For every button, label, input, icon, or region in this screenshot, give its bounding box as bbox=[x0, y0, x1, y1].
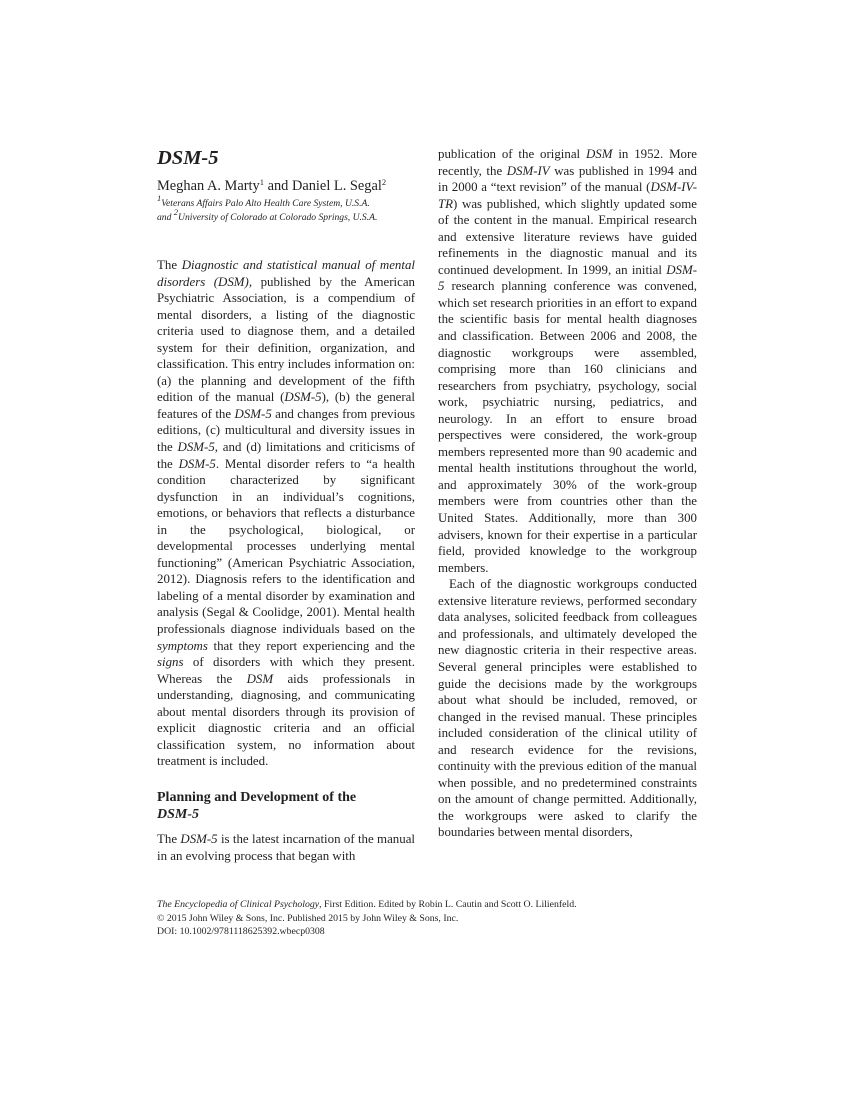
author-line bbox=[157, 177, 415, 195]
italic-run: DSM-IV bbox=[506, 163, 550, 178]
article-title: DSM-5 bbox=[157, 147, 219, 169]
affiliation-1-text: Veterans Affairs Palo Alto Health Care System, U.S.A. bbox=[161, 198, 370, 209]
footer-doi: DOI: 10.1002/9781118625392.wbecp0308 bbox=[157, 926, 325, 937]
heading-text: Planning and Development of the bbox=[157, 789, 357, 805]
italic-run: DSM-5 bbox=[180, 831, 218, 846]
affiliations bbox=[157, 193, 415, 224]
italic-run: DSM bbox=[585, 147, 613, 161]
text-run: ), (b) the general features of the bbox=[157, 390, 415, 421]
italic-run: signs bbox=[157, 655, 184, 670]
affiliation-2-text: University of Colorado at Colorado Springs, U.S.A. bbox=[178, 211, 378, 223]
italic-run: DSM bbox=[246, 671, 274, 686]
text-run: , published by the American Psychiatric Association, is a compendium of mental disorders, a listing of the diagnostic criteria used to diagnose them, and a detailed system for their definition, organization, and classification. This entry includes information on: (a) the planning and development of the fifth edition of the manual ( bbox=[157, 274, 415, 405]
italic-run: symptoms bbox=[157, 638, 208, 653]
left-column bbox=[157, 146, 415, 864]
text-run: aids professionals in understanding, diagnosing, and communicating about mental disorders through its provision of explicit diagnostic criteria and an official classification system, no information about treatment is included. bbox=[157, 671, 416, 769]
intro-paragraph bbox=[157, 257, 415, 770]
affiliation-1-superscript: 1 bbox=[157, 193, 162, 203]
text-run: . Mental disorder refers to “a health condition characterized by significant dysfunction in an individual’s cognitions, emotions, or behaviors that reflects a disturbance in the psychological, biological, or developmental processes underlying mental functioning” (American Psychiatric Association, 2012). Diagnosis refers to the identification and labeling of a mental disorder by examination and analysis (Segal & Coolidge, 2001). Mental health professionals diagnose individuals based on the bbox=[157, 456, 415, 637]
italic-run: DSM-5 bbox=[177, 440, 215, 455]
text-run: publication of the original bbox=[438, 147, 586, 161]
text-run: and changes from previous editions, (c) multicultural and diversity issues in the bbox=[157, 406, 415, 455]
affiliation-2-superscript: 2 bbox=[173, 206, 179, 217]
author-2: Daniel L. Segal bbox=[291, 178, 382, 194]
section-heading bbox=[157, 789, 415, 823]
edition-text: , First Edition. Edited by Robin L. Cautin and Scott O. Lilienfeld. bbox=[319, 899, 577, 910]
italic-run: DSM-5 bbox=[178, 456, 216, 471]
text-run: was published in 1994 and in 2000 a “text revision” of the manual ( bbox=[438, 163, 697, 195]
author-separator: and bbox=[263, 178, 292, 194]
workgroups-paragraph: Each of the diagnostic workgroups conducted extensive literature reviews, performed secondary data analyses, solicited feedback from colleagues and professionals, and ultimately developed the new diagnostic criteria in their respective areas. Several general principles were established to guide the decisions made by the workgroups about what should be included, removed, or changed in the revised manual. These principles included consideration of the clinical utility of and research evidence for the revisions, continuity with the previous edition of the manual when possible, and no predetermined constraints on the amount of change permitted. Additionally, the workgroups were asked to clarify the boundaries between mental disorders, bbox=[438, 577, 697, 840]
affiliation-2 bbox=[157, 206, 415, 225]
copyright-footer bbox=[157, 898, 697, 939]
text-run: is the latest incarnation of the manual in an evolving process that began with bbox=[157, 831, 415, 863]
text-run: in 1952. More recently, the bbox=[438, 147, 697, 178]
section-paragraph-continued bbox=[438, 146, 697, 576]
text-run: The bbox=[157, 831, 181, 846]
affiliation-2-prefix: and bbox=[157, 211, 174, 223]
italic-run: DSM-5 bbox=[284, 390, 322, 405]
italic-run: Diagnostic and statistical manual of mental disorders (DSM) bbox=[157, 258, 415, 289]
italic-run: DSM-5 bbox=[438, 262, 697, 294]
text-run: ) was published, which slightly updated some of the content in the manual. Empirical research and extensive literature reviews have guided refinements in the diagnostic manual and its continued development. In 1999, an initial bbox=[438, 196, 697, 277]
author-1: Meghan A. Marty bbox=[157, 178, 260, 194]
text-run: that they report experiencing and the bbox=[207, 638, 415, 653]
affiliation-1 bbox=[157, 193, 415, 211]
author-1-superscript: 1 bbox=[259, 177, 264, 187]
encyclopedia-title: The Encyclopedia of Clinical Psychology bbox=[157, 899, 320, 910]
footer-citation bbox=[157, 898, 697, 912]
right-column bbox=[438, 146, 697, 841]
section-paragraph bbox=[157, 831, 415, 864]
text-run: , and (d) limitations and criticisms of the bbox=[157, 440, 415, 471]
text-run: of disorders with which they present. Whereas the bbox=[157, 655, 415, 686]
heading-italic: DSM-5 bbox=[157, 806, 200, 822]
text-run: research planning conference was convened, which set research priorities in an effort to expand the scientific basis for mental health diagnoses and classification. Between 2006 and 2008, the diagnostic workgroups were assembled, comprising more than 160 clinicians and researchers from psychiatry, psychology, social work, psychiatric nursing, pediatrics, and neurology. In an effort to ensure broad perspectives were considered, the work-group members represented more than 90 academic and mental health institutions throughout the world, and approximately 30% of the work-group members were from countries other than the United States. Additionally, more than 300 advisers, known for their expertise in a particular field, provided knowledge to the workgroup members. bbox=[438, 279, 697, 575]
footer-copyright: © 2015 John Wiley & Sons, Inc. Published 2015 by John Wiley & Sons, Inc. bbox=[157, 912, 459, 924]
italic-run: DSM-5 bbox=[234, 406, 272, 421]
italic-run: DSM-IV-TR bbox=[438, 180, 697, 211]
author-2-superscript: 2 bbox=[381, 177, 387, 187]
text-run: The bbox=[157, 258, 182, 272]
